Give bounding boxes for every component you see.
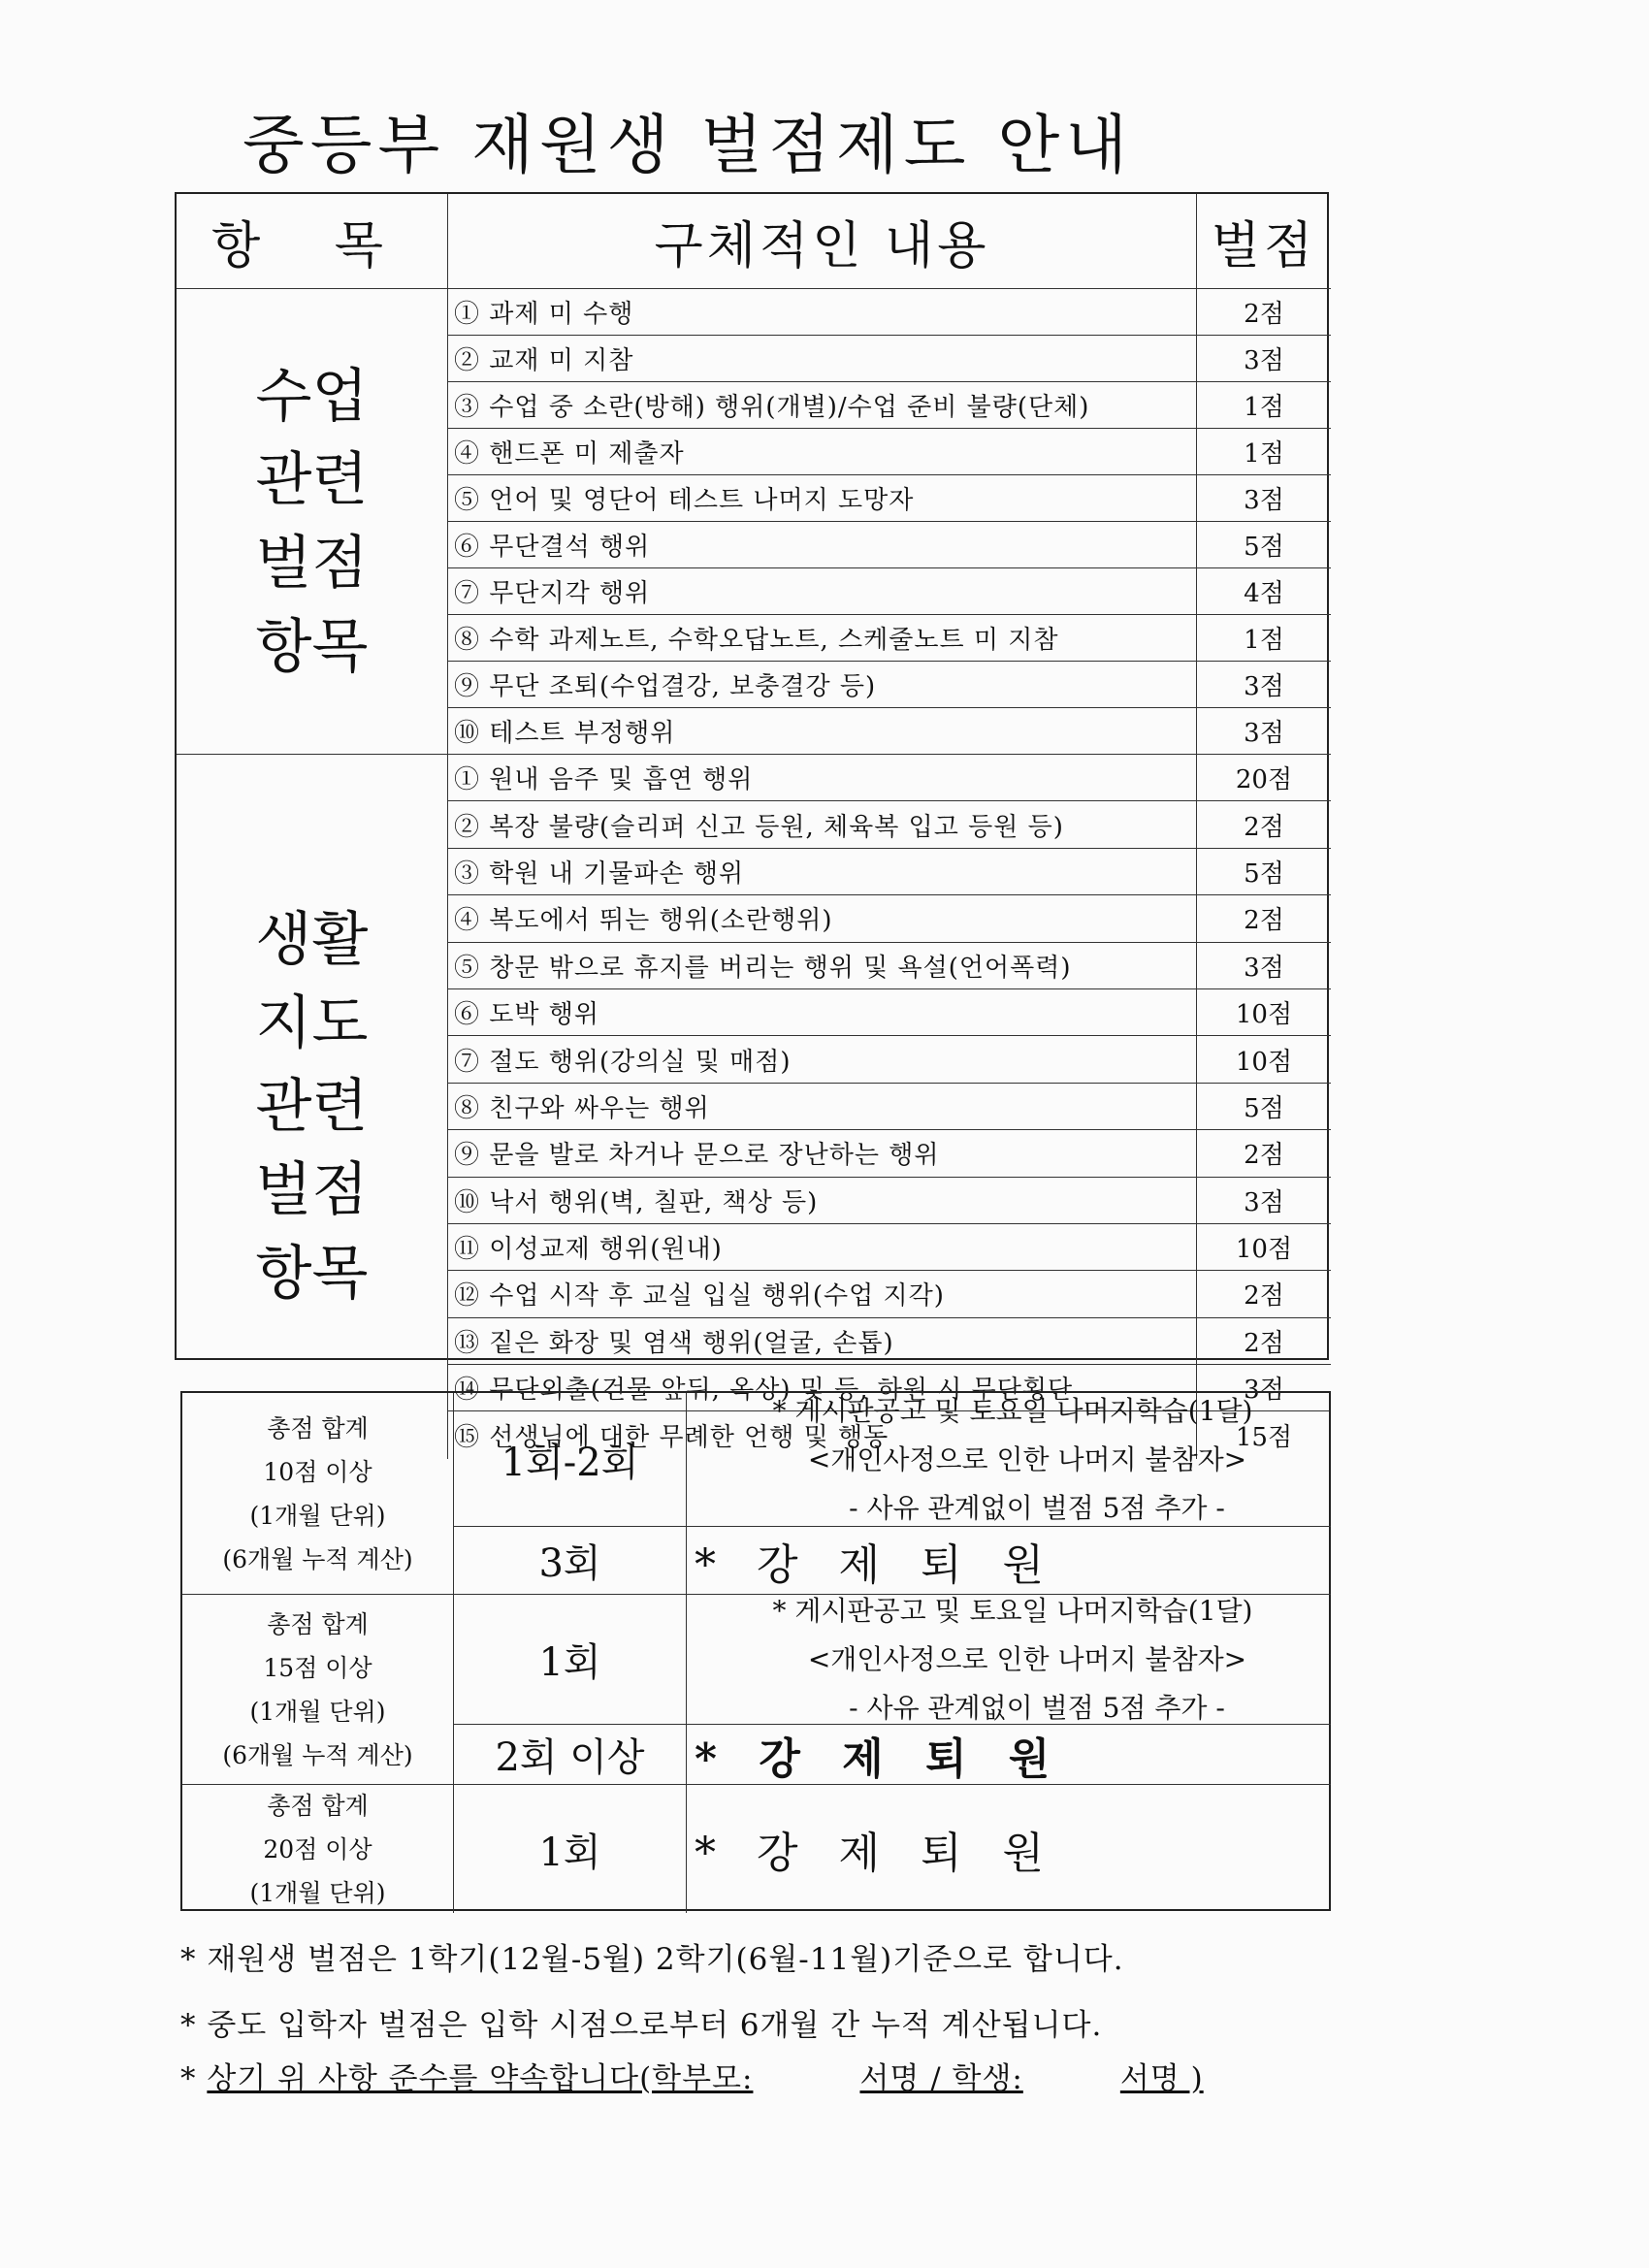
summary-criteria bbox=[182, 1595, 454, 1785]
criteria-line: (6개월 누적 계산) bbox=[222, 1740, 413, 1769]
header-item: 항 목 bbox=[177, 194, 448, 289]
summary-count: 2회 이상 bbox=[454, 1725, 687, 1785]
class-points: 3점 bbox=[1197, 708, 1331, 755]
life-item: ⑮ 선생님에 대한 무례한 언행 및 행동 bbox=[448, 1411, 1197, 1458]
category-life-line: 관련 bbox=[255, 1072, 369, 1141]
life-points: 10점 bbox=[1197, 1036, 1331, 1083]
pledge-sign-parent: 서명 / 학생: bbox=[859, 2061, 1023, 2096]
criteria-line: (1개월 단위) bbox=[249, 1501, 386, 1530]
criteria-line: 15점 이상 bbox=[263, 1653, 372, 1682]
life-item: ② 복장 불량(슬리퍼 신고 등원, 체육복 입고 등원 등) bbox=[448, 801, 1197, 848]
class-points: 2점 bbox=[1197, 289, 1331, 336]
category-life-line: 항목 bbox=[255, 1239, 369, 1308]
criteria-line: 총점 합계 bbox=[267, 1413, 369, 1442]
life-item: ③ 학원 내 기물파손 행위 bbox=[448, 849, 1197, 895]
class-item: ④ 핸드폰 미 제출자 bbox=[448, 429, 1197, 475]
class-item: ⑧ 수학 과제노트, 수학오답노트, 스케줄노트 미 지참 bbox=[448, 615, 1197, 662]
summary-result bbox=[687, 1393, 1331, 1527]
summary-criteria bbox=[182, 1393, 454, 1595]
criteria-line: (1개월 단위) bbox=[249, 1697, 386, 1726]
category-life bbox=[177, 755, 448, 1459]
criteria-line: 20점 이상 bbox=[263, 1834, 372, 1863]
life-item: ⑦ 절도 행위(강의실 및 매점) bbox=[448, 1036, 1197, 1083]
life-item: ⑬ 짙은 화장 및 염색 행위(얼굴, 손톱) bbox=[448, 1318, 1197, 1365]
category-life-line: 지도 bbox=[255, 988, 369, 1057]
summary-count: 1회 bbox=[454, 1785, 687, 1913]
criteria-line: 총점 합계 bbox=[267, 1609, 369, 1638]
summary-result-expel: * 강 제 퇴 원 bbox=[687, 1527, 1331, 1595]
class-points: 4점 bbox=[1197, 568, 1331, 615]
category-life-line: 벌점 bbox=[255, 1155, 369, 1224]
category-class-line: 관련 bbox=[255, 445, 369, 514]
class-points: 5점 bbox=[1197, 522, 1331, 568]
class-item: ⑥ 무단결석 행위 bbox=[448, 522, 1197, 568]
summary-count: 3회 bbox=[454, 1527, 687, 1595]
pledge-sign-student: 서명 ) bbox=[1119, 2061, 1204, 2096]
header-content: 구체적인 내용 bbox=[448, 194, 1197, 289]
life-points: 10점 bbox=[1197, 989, 1331, 1036]
class-points: 1점 bbox=[1197, 382, 1331, 429]
criteria-line: (6개월 누적 계산) bbox=[222, 1544, 413, 1573]
summary-count: 1회 bbox=[454, 1595, 687, 1725]
life-item: ⑪ 이성교제 행위(원내) bbox=[448, 1224, 1197, 1271]
life-points: 20점 bbox=[1197, 755, 1331, 801]
note-term: * 재원생 벌점은 1학기(12월-5월) 2학기(6월-11월)기준으로 합니다. bbox=[180, 1942, 1124, 1977]
life-points: 10점 bbox=[1197, 1224, 1331, 1271]
criteria-line: 10점 이상 bbox=[263, 1457, 372, 1486]
pledge-prefix: * bbox=[180, 2061, 208, 2096]
category-class-line: 벌점 bbox=[255, 529, 369, 598]
criteria-line: (1개월 단위) bbox=[249, 1878, 386, 1907]
life-item: ⑨ 문을 발로 차거나 문으로 장난하는 행위 bbox=[448, 1130, 1197, 1177]
result-line: * 게시판공고 및 토요일 나머지학습(1달) bbox=[772, 1394, 1253, 1427]
result-line: <개인사정으로 인한 나머지 불참자> bbox=[807, 1442, 1247, 1475]
class-item: ⑩ 테스트 부정행위 bbox=[448, 708, 1197, 755]
life-points: 2점 bbox=[1197, 895, 1331, 942]
penalty-summary-table bbox=[180, 1391, 1331, 1911]
life-points: 5점 bbox=[1197, 1084, 1331, 1130]
category-class-line: 수업 bbox=[255, 362, 369, 431]
pledge-line bbox=[180, 2054, 1204, 2097]
summary-criteria bbox=[182, 1785, 454, 1913]
note-midterm-entry: * 중도 입학자 벌점은 입학 시점으로부터 6개월 간 누적 계산됩니다. bbox=[180, 2008, 1103, 2043]
result-line: <개인사정으로 인한 나머지 불참자> bbox=[807, 1642, 1247, 1675]
life-item: ⑧ 친구와 싸우는 행위 bbox=[448, 1084, 1197, 1130]
life-points: 3점 bbox=[1197, 1178, 1331, 1224]
header-points: 벌점 bbox=[1197, 194, 1331, 289]
life-points: 2점 bbox=[1197, 801, 1331, 848]
summary-count: 1회-2회 bbox=[454, 1393, 687, 1527]
life-item: ⑭ 무단외출(건물 앞뒤, 옥상) 및 등, 하원 시 무단횡단 bbox=[448, 1365, 1197, 1411]
result-line: - 사유 관계없이 벌점 5점 추가 - bbox=[849, 1491, 1225, 1524]
class-item: ⑦ 무단지각 행위 bbox=[448, 568, 1197, 615]
class-points: 3점 bbox=[1197, 475, 1331, 522]
life-item: ⑤ 창문 밖으로 휴지를 버리는 행위 및 욕설(언어폭력) bbox=[448, 943, 1197, 989]
summary-result-expel: * 강 제 퇴 원 bbox=[687, 1725, 1331, 1785]
life-points: 3점 bbox=[1197, 1365, 1331, 1411]
life-points: 3점 bbox=[1197, 943, 1331, 989]
class-points: 1점 bbox=[1197, 615, 1331, 662]
life-item: ⑩ 낙서 행위(벽, 칠판, 책상 등) bbox=[448, 1178, 1197, 1224]
page-title: 중등부 재원생 벌점제도 안내 bbox=[242, 108, 1134, 182]
life-points: 15점 bbox=[1235, 1423, 1293, 1453]
class-item: ⑤ 언어 및 영단어 테스트 나머지 도망자 bbox=[448, 475, 1197, 522]
life-points: 2점 bbox=[1197, 1130, 1331, 1177]
life-points: 2점 bbox=[1197, 1318, 1331, 1365]
class-item: ⑨ 무단 조퇴(수업결강, 보충결강 등) bbox=[448, 662, 1197, 708]
class-item: ③ 수업 중 소란(방해) 행위(개별)/수업 준비 불량(단체) bbox=[448, 382, 1197, 429]
class-points: 3점 bbox=[1197, 336, 1331, 382]
life-points: 5점 bbox=[1197, 849, 1331, 895]
result-line: - 사유 관계없이 벌점 5점 추가 - bbox=[849, 1691, 1225, 1724]
pledge-text: 상기 위 사항 준수를 약속합니다(학부모: bbox=[207, 2061, 754, 2096]
life-item: ⑫ 수업 시작 후 교실 입실 행위(수업 지각) bbox=[448, 1271, 1197, 1317]
life-item: ① 원내 음주 및 흡연 행위 bbox=[448, 755, 1197, 801]
criteria-line: 총점 합계 bbox=[267, 1791, 369, 1820]
life-item: ⑥ 도박 행위 bbox=[448, 989, 1197, 1036]
class-item: ① 과제 미 수행 bbox=[448, 289, 1197, 336]
class-item: ② 교재 미 지참 bbox=[448, 336, 1197, 382]
category-class-line: 항목 bbox=[255, 612, 369, 681]
class-points: 1점 bbox=[1197, 429, 1331, 475]
class-points: 3점 bbox=[1197, 662, 1331, 708]
category-life-line: 생활 bbox=[255, 905, 369, 974]
summary-result bbox=[687, 1595, 1331, 1725]
summary-result-expel: * 강 제 퇴 원 bbox=[695, 1829, 1057, 1878]
life-points: 2점 bbox=[1197, 1271, 1331, 1317]
result-line: * 게시판공고 및 토요일 나머지학습(1달) bbox=[772, 1595, 1253, 1627]
life-item: ④ 복도에서 뛰는 행위(소란행위) bbox=[448, 895, 1197, 942]
category-class bbox=[177, 289, 448, 755]
